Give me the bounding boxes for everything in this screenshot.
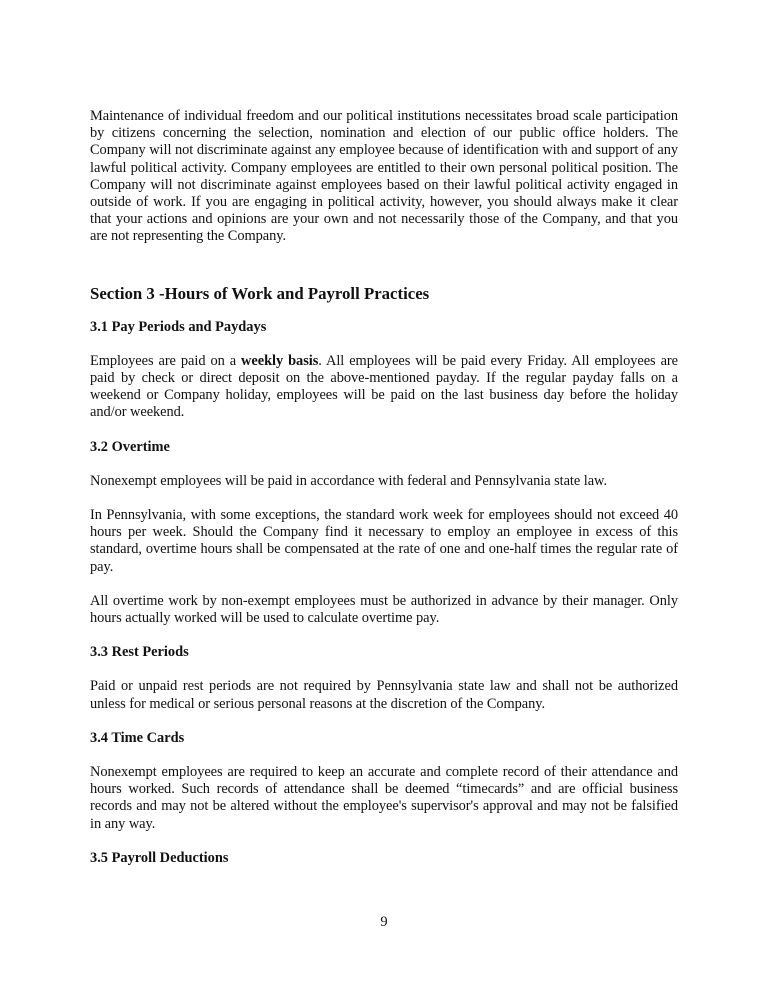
subsection-heading-3-4: 3.4 Time Cards — [90, 729, 185, 746]
page-content — [90, 108, 678, 867]
subsection-heading-3-1: 3.1 Pay Periods and Paydays — [90, 318, 267, 335]
pay-periods-text-end: . All employees will be paid every Friday. All employees are paid by check or direct deposit on the above-mentioned payday. If the regular payday falls on a weekend or Company holiday, employees will be paid on the last business day before the holiday and/or weekend. — [90, 352, 678, 421]
intro-paragraph: Maintenance of individual freedom and our political institutions necessitates broad scale participation by citizens concerning the selection, nomination and election of our public office holders. The Company will not discriminate against any employee because of identification with and support of any lawful political activity. Company employees are entitled to their own personal political position. The Company will not discriminate against employees based on their lawful political activity engaged in outside of work. If you are engaging in political activity, however, you should always make it clear that your actions and opinions are your own and not necessarily those of the Company, and that you are not representing the Company. — [90, 108, 678, 245]
time-cards-paragraph: Nonexempt employees are required to keep an accurate and complete record of their attendance and hours worked. Such records of attendance shall be deemed “timecards” and are official business records and may not be altered without the employee's supervisor's approval and may not be falsified in any way. — [90, 764, 678, 832]
section-heading: Section 3 -Hours of Work and Payroll Practices — [90, 283, 430, 303]
subsection-heading-3-5: 3.5 Payroll Deductions — [90, 849, 229, 866]
overtime-paragraph-1: Nonexempt employees will be paid in accordance with federal and Pennsylvania state law. — [90, 472, 607, 489]
pay-periods-paragraph — [90, 353, 678, 422]
page-number: 9 — [380, 914, 388, 930]
overtime-paragraph-3: All overtime work by non-exempt employees must be authorized in advance by their manager. Only hours actually worked will be used to calculate overtime pay. — [90, 592, 678, 627]
rest-periods-paragraph: Paid or unpaid rest periods are not required by Pennsylvania state law and shall not be authorized unless for medical or serious personal reasons at the discretion of the Company. — [90, 678, 678, 712]
subsection-heading-3-2: 3.2 Overtime — [90, 438, 170, 455]
weekly-basis-emphasis: weekly basis — [241, 352, 319, 369]
overtime-paragraph-2: In Pennsylvania, with some exceptions, the standard work week for employees should not exceed 40 hours per week. Should the Company find it necessary to employ an employee in excess of this standard, overtime hours shall be compensated at the rate of one and one-half times the regular rate of pay. — [90, 507, 678, 575]
subsection-heading-3-3: 3.3 Rest Periods — [90, 644, 189, 661]
pay-periods-text-start: Employees are paid on a — [90, 352, 242, 369]
